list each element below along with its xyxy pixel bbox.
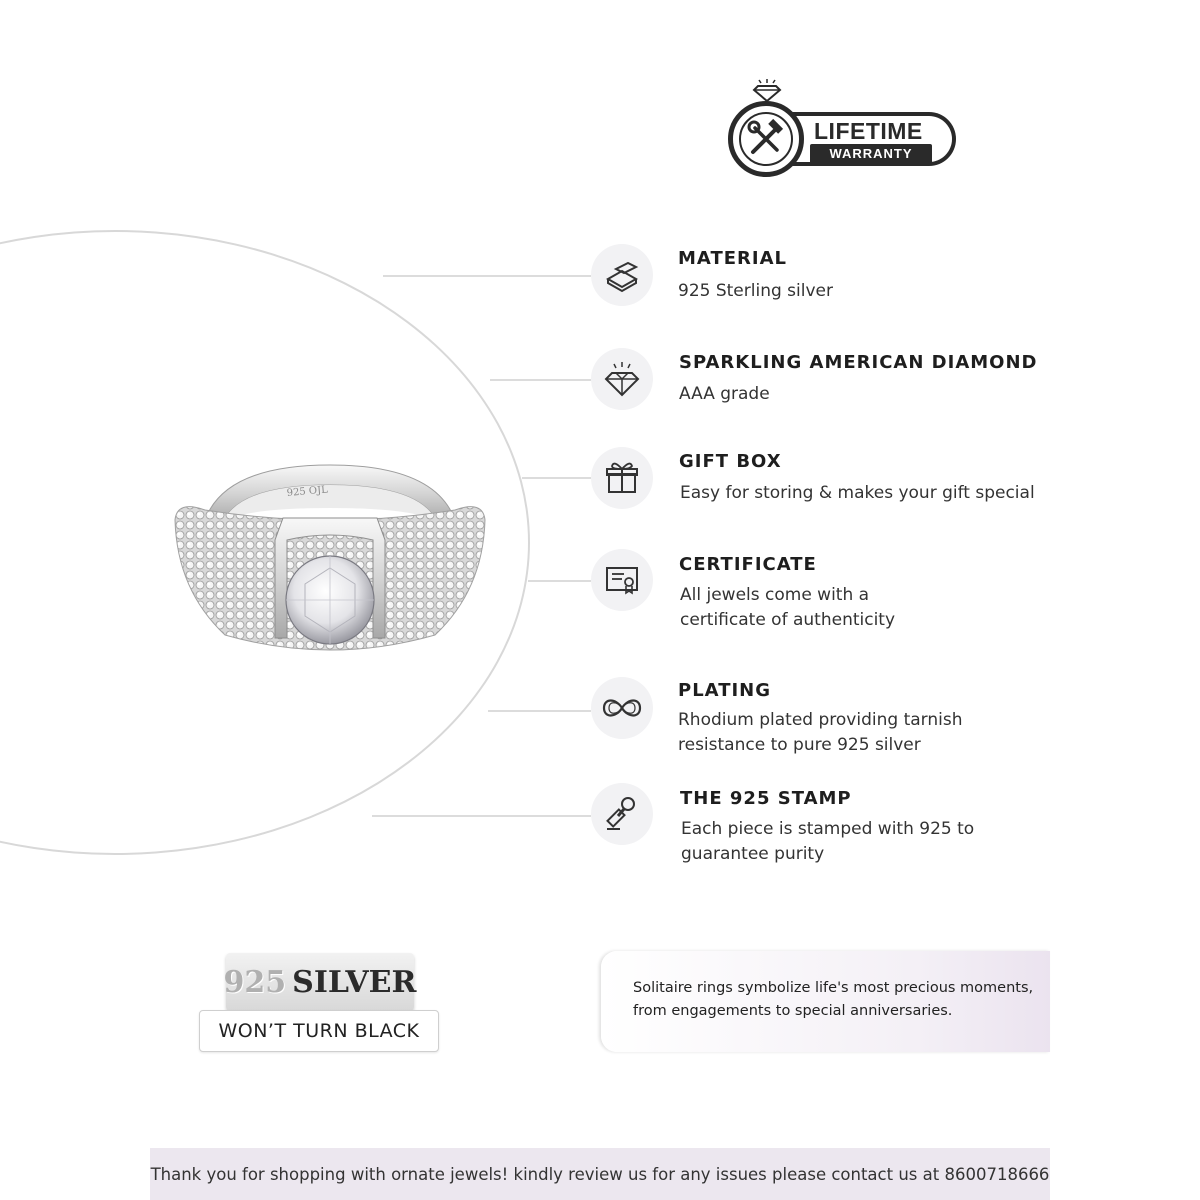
feature-title-gift-box: GIFT BOX: [679, 451, 782, 472]
infinity-icon: [600, 688, 644, 728]
feature-icon-stamp: [591, 783, 653, 845]
feature-icon-plating: [591, 677, 653, 739]
silver-word: SILVER: [292, 964, 417, 1000]
sparkle-diamond-icon: [752, 78, 782, 102]
feature-title-plating: PLATING: [678, 680, 772, 701]
connector-line: [522, 477, 591, 479]
tools-icon: [741, 114, 791, 164]
connector-line: [488, 710, 591, 712]
solitaire-ring-image: [165, 460, 495, 670]
feature-desc-plating: Rhodium plated providing tarnish resistance to pure 925 silver: [678, 710, 963, 755]
feature-desc-certificate: All jewels come with a certificate of authenticity: [680, 585, 896, 630]
connector-line: [490, 379, 591, 381]
feature-desc-material: 925 Sterling silver: [678, 281, 833, 301]
feature-desc-stamp: Each piece is stamped with 925 to guarantee purity: [681, 819, 975, 864]
feature-desc-diamond: AAA grade: [679, 384, 770, 404]
gift-box-icon: [602, 458, 642, 498]
feature-icon-gift-box: [591, 447, 653, 509]
feature-desc-gift-box: Easy for storing & makes your gift special: [680, 483, 1035, 503]
feature-icon-material: [591, 244, 653, 306]
feature-title-diamond: SPARKLING AMERICAN DIAMOND: [679, 352, 1038, 373]
solitaire-quote: Solitaire rings symbolize life's most precious moments, from engagements to special anniversaries.: [601, 951, 1050, 1052]
certificate-icon: [602, 560, 642, 600]
silver-badge: [223, 953, 417, 1011]
ring-engraving: 925 OJL: [286, 484, 329, 499]
lifetime-warranty-badge: [728, 78, 958, 182]
feature-title-material: MATERIAL: [678, 248, 787, 269]
badge-subtitle: WARRANTY: [810, 144, 932, 164]
feature-title-stamp: THE 925 STAMP: [680, 788, 852, 809]
feature-icon-certificate: [591, 549, 653, 611]
silver-tagline: WON’T TURN BLACK: [199, 1010, 439, 1052]
badge-title: LIFETIME: [814, 118, 923, 144]
footer-thank-you: Thank you for shopping with ornate jewels! kindly review us for any issues please contact us at 8600718666: [150, 1148, 1050, 1200]
connector-line: [372, 815, 591, 817]
silver-bars-icon: [602, 255, 642, 295]
silver-number: 925: [223, 964, 287, 1000]
diamond-icon: [602, 359, 642, 399]
feature-icon-diamond: [591, 348, 653, 410]
stamp-icon: [602, 794, 642, 834]
connector-line: [383, 275, 591, 277]
connector-line: [528, 580, 591, 582]
feature-title-certificate: CERTIFICATE: [679, 554, 817, 575]
